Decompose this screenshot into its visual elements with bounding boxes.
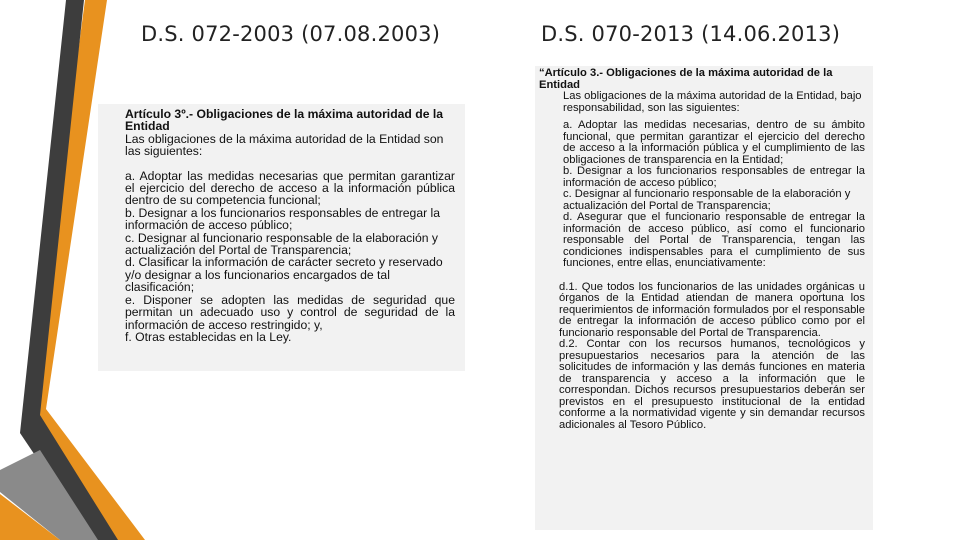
right-item-d: d. Asegurar que el funcionario responsable de entregar la información de acceso público, así como el funcionario responsable del Portal de Transparencia, tengan las condiciones indispensables para el cumplimiento de sus funciones, entre ellas, enunciativamente: <box>563 211 865 269</box>
left-item-b: b. Designar a los funcionarios responsables de entregar la información de acceso público; <box>125 205 441 233</box>
left-item-e: e. Disponer se adopten las medidas de seguridad que permitan un adecuado uso y control de seguridad de la información de acceso restringido; y, <box>125 292 455 332</box>
right-article-title: “Artículo 3.- Obligaciones de la máxima autoridad de la Entidad <box>539 67 833 91</box>
left-document-scan <box>98 104 465 371</box>
left-item-c: c. Designar al funcionario responsable de la elaboración y actualización del Portal de Transparencia; <box>125 230 439 258</box>
left-item-a: a. Adoptar las medidas necesarias que permitan garantizar el ejercicio del derecho de acceso a la información pública dentro de su competencia funcional; <box>125 168 455 208</box>
right-document-scan <box>535 66 873 530</box>
left-item-d: d. Clasificar la información de carácter secreto y reservado y/o designar a los funcionarios encargados de tal clasificación; <box>125 255 443 295</box>
left-heading: D.S. 072-2003 (07.08.2003) <box>141 22 441 46</box>
left-article-intro: Las obligaciones de la máxima autoridad de la Entidad son las siguientes: <box>125 131 444 159</box>
right-heading: D.S. 070-2013 (14.06.2013) <box>541 22 841 46</box>
right-subitem-d1: d.1. Que todos los funcionarios de las unidades orgánicas u órganos de la Entidad atiendan de manera oportuna los requerimientos de información formulados por el responsable de entregar la información de acceso público como por el funcionario responsable del Portal de Transparencia. <box>559 280 865 339</box>
left-article-title: Artículo 3º.- Obligaciones de la máxima autoridad de la Entidad <box>125 107 444 134</box>
right-item-a: a. Adoptar las medidas necesarias, dentro de su ámbito funcional, que permitan garantizar el ejercicio del derecho de acceso a la información pública y el cumplimiento de las obligaciones de transparencia en la Entidad; <box>563 119 865 166</box>
right-subitem-d2: d.2. Contar con los recursos humanos, tecnológicos y presupuestarios necesarios para la atención de las solicitudes de información y las demás funciones en materia de transparencia y acceso a la información que le correspondan. Dichos recursos presupuestarios deberán ser previstos en el presupuesto institucional de la entidad conforme a la normatividad vigente y sin demandar recursos adicionales al Tesoro Público. <box>559 338 865 431</box>
right-item-c: c. Designar al funcionario responsable de la elaboración y actualización del Portal de Transparencia; <box>563 188 851 212</box>
left-item-f: f. Otras establecidas en la Ley. <box>125 329 292 344</box>
right-article-intro: Las obligaciones de la máxima autoridad de la Entidad, bajo responsabilidad, son las siguientes: <box>563 90 862 114</box>
right-item-b: b. Designar a los funcionarios responsables de entregar la información de acceso público; <box>563 165 865 189</box>
